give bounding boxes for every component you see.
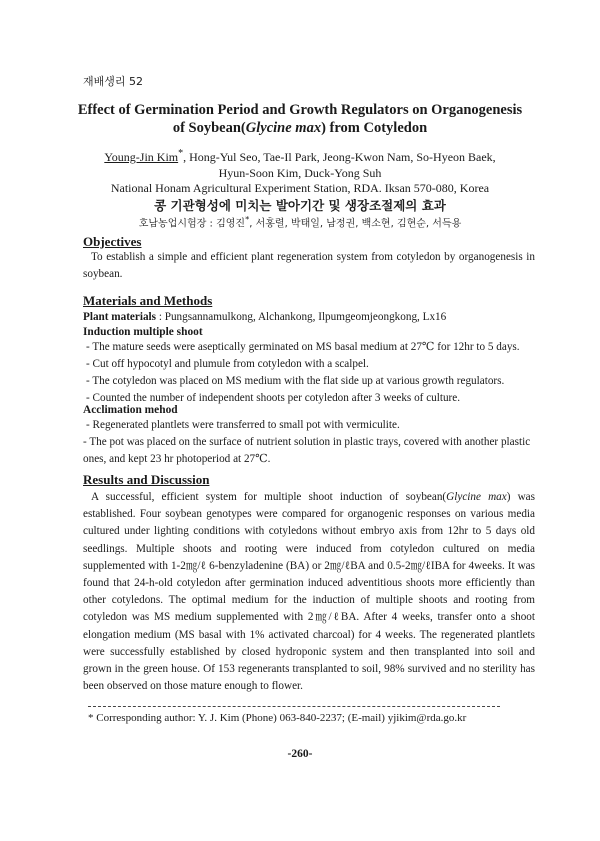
induction-item: - The mature seeds were aseptically germinated on MS basal medium at 27℃ for 12hr to 5 days. [86, 341, 520, 353]
objectives-text: To establish a simple and efficient plant regeneration system from cotyledon by organogenesis in soybean. [83, 251, 535, 281]
induction-item: - The cotyledon was placed on MS medium with the flat side up at various growth regulators. [86, 375, 505, 387]
induction-item: - Counted the number of independent shoots per cotyledon after 3 weeks of culture. [86, 392, 461, 404]
title-line-2-suffix: ) from Cotyledon [321, 120, 428, 136]
page-number: -260- [287, 748, 313, 760]
acclimation-item: - Regenerated plantlets were transferred to small pot with vermiculite. [86, 419, 400, 431]
author-block [60, 146, 540, 197]
author-line-1 [60, 146, 540, 166]
acclimation-item: - The pot was placed on the surface of nutrient solution in plastic trays, covered with another plastic ones, and kept 23 hr photoperiod at 27℃. [83, 436, 531, 465]
results-species: Glycine max [446, 491, 507, 503]
corresponding-mark: * [178, 148, 184, 159]
induction-heading: Induction multiple shoot [83, 326, 203, 338]
korean-authors [60, 214, 540, 229]
footnote: * Corresponding author: Y. J. Kim (Phone) 063-840-2237; (E-mail) yjikim@rda.go.kr [88, 712, 467, 724]
korean-authors-prefix: 호남농업시험장 : 김영진 [138, 218, 246, 230]
methods-heading: Materials and Methods [83, 293, 213, 308]
author-line-2: Hyun-Soon Kim, Duck-Yong Suh [218, 165, 382, 180]
paper-title [60, 101, 540, 137]
results-text-start: A successful, efficient system for multiple shoot induction of soybean( [91, 491, 447, 503]
results-heading: Results and Discussion [83, 472, 210, 487]
korean-title: 콩 기관형성에 미치는 발아기간 및 생장조절제의 효과 [154, 198, 446, 213]
korean-corresponding-mark: * [245, 214, 250, 224]
acclimation-heading: Acclimation mehod [83, 404, 178, 416]
title-line-1: Effect of Germination Period and Growth Regulators on Organogenesis [77, 102, 523, 118]
korean-authors-rest: , 서홍렬, 박태일, 남정권, 백소현, 김현순, 서득용 [249, 218, 462, 230]
plant-materials-label: Plant materials [83, 311, 157, 323]
affiliation: National Honam Agricultural Experiment Station, RDA. Iksan 570-080, Korea [110, 181, 490, 195]
title-line-2-prefix: of Soybean( [172, 120, 246, 136]
co-authors-1: , Hong-Yul Seo, Tae-Il Park, Jeong-Kwon Nam, So-Hyeon Baek, [183, 150, 496, 164]
objectives-heading: Objectives [83, 234, 142, 249]
session-tag: 재배생리 52 [83, 75, 143, 88]
plant-materials-separator: : [156, 311, 165, 323]
induction-item: - Cut off hypocotyl and plumule from cotyledon with a scalpel. [86, 358, 369, 370]
title-species: Glycine max [245, 120, 322, 136]
results-text [83, 489, 535, 695]
results-text-rest: ) was established. Four soybean genotypes were compared for organogenic responses on various media cultured under lighting conditions with cotyledons without embryo axis from 12hr to 5 days old seedlings. Multiple shoots and rooting were induced from cotyledon cultured on media supplemented with 1-2㎎/ℓ 6-benzyladenine (BA) or 2㎎/ℓBA and 0.5-2㎎/ℓIBA for 4weeks. It was found that 24-h-old cotyledon after germination induced adventitious shoots more efficiently than other cotyledons. The optimal medium for the induction of multiple shoots and rooting from cotyledon was MS medium supplemented with 2㎎/ℓBA. After 4 weeks, transfer onto a shoot elongation medium (MS basal with 1% activated charcoal) for 4 weeks. The regenerated plantlets were successfully established by closed hydroponic system and then transplanted into soil and grown in the green house. Of 153 regenerants transplanted to soil, 98% survived and no sterility has been observed on those mature enough to flower. [83, 491, 535, 693]
title-line-2 [60, 119, 540, 137]
plant-materials-list: Pungsannamulkong, Alchankong, Ilpumgeomjeongkong, Lx16 [164, 311, 447, 323]
plant-materials [83, 309, 535, 326]
presenting-author: Young-Jin Kim [104, 150, 179, 164]
footnote-divider [88, 706, 500, 707]
